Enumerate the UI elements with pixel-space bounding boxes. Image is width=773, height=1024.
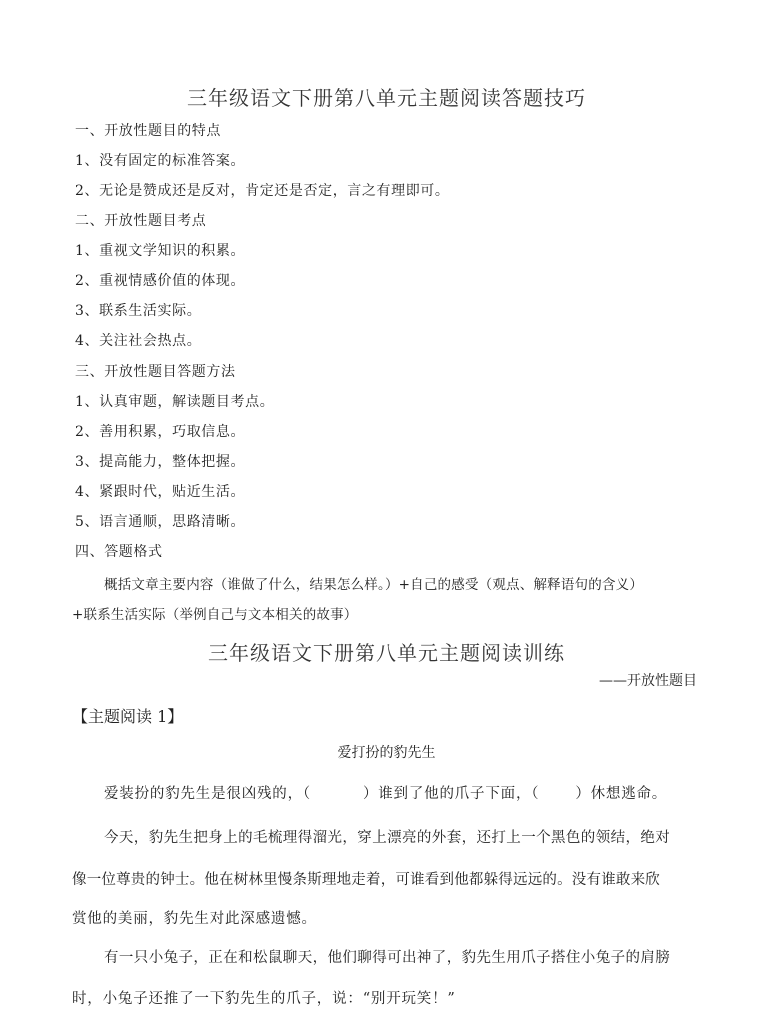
paragraph-1 (104, 782, 667, 803)
story-title: 爱打扮的豹先生 (337, 745, 436, 761)
list-item: 2、无论是赞成还是反对，肯定还是否定，言之有理即可。 (75, 183, 450, 199)
section-heading: 二、开放性题目考点 (75, 213, 207, 229)
paragraph-2-line-1: 今天，豹先生把身上的毛梳理得溜光，穿上漂亮的外套，还打上一个黑色的领结，绝对 (104, 830, 671, 846)
doc2-title: 三年级语文下册第八单元主题阅读训练 (208, 641, 565, 665)
list-item: 4、关注社会热点。 (75, 333, 202, 349)
section-heading: 一、开放性题目的特点 (75, 123, 221, 139)
list-item: 1、没有固定的标准答案。 (75, 153, 246, 169)
paragraph-2-line-2: 像一位尊贵的钟士。他在树林里慢条斯理地走着，可谁看到他都躲得远远的。没有谁敢来欣 (72, 872, 660, 888)
list-item: 1、认真审题，解读题目考点。 (75, 394, 275, 410)
list-item: 3、联系生活实际。 (75, 303, 202, 319)
paragraph-2-line-3: 赏他的美丽，豹先生对此深感遗憾。 (72, 911, 317, 927)
section-heading: 四、答题格式 (75, 544, 163, 560)
section-tag: 【主题阅读 1】 (72, 707, 184, 726)
answer-format-line-2: +联系生活实际（举例自己与文本相关的故事） (72, 607, 358, 623)
list-item: 2、善用积累，巧取信息。 (75, 424, 246, 440)
list-item: 3、提高能力，整体把握。 (75, 454, 246, 470)
doc2-subtitle: ——开放性题目 (599, 673, 697, 689)
list-item: 5、语言通顺，思路清晰。 (75, 514, 246, 530)
paragraph-1-part-1: 爱装扮的豹先生是很凶残的，（ (104, 786, 311, 802)
list-item: 2、重视情感价值的体现。 (75, 273, 246, 289)
paragraph-3-line-2: 时，小兔子还推了一下豹先生的爪子，说：“别开玩笑！” (72, 991, 456, 1007)
paragraph-1-part-2: ）谁到了他的爪子下面，（ (362, 786, 540, 802)
answer-format-line-1: 概括文章主要内容（谁做了什么，结果怎么样。）+自己的感受（观点、解释语句的含义） (104, 577, 644, 593)
paragraph-3-line-1: 有一只小兔子，正在和松鼠聊天，他们聊得可出神了，豹先生用爪子搭住小兔子的肩膀 (104, 950, 671, 966)
list-item: 1、重视文学知识的积累。 (75, 243, 246, 259)
section-heading: 三、开放性题目答题方法 (75, 364, 236, 380)
paragraph-1-part-3: ）休想逃命。 (575, 786, 668, 802)
doc1-title: 三年级语文下册第八单元主题阅读答题技巧 (187, 86, 586, 110)
list-item: 4、紧跟时代，贴近生活。 (75, 484, 246, 500)
